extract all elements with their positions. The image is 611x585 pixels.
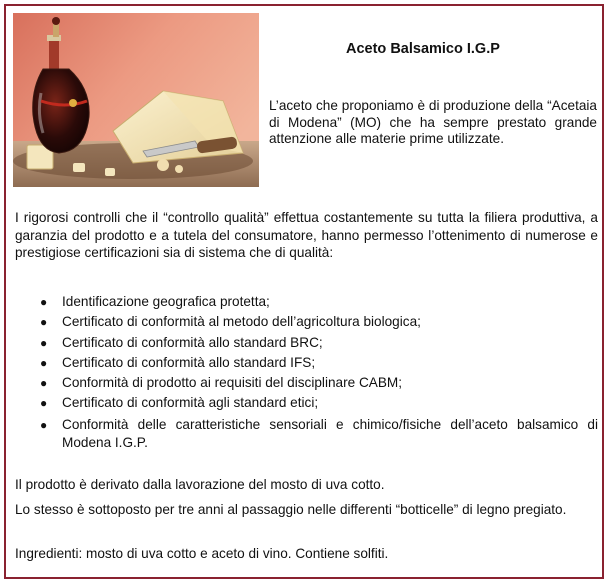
intro-paragraph: L’aceto che proponiamo è di produzione della “Acetaia di Modena” (MO) che ha sempre prestato grande attenzione alle materie prime utilizzate. [269, 98, 597, 146]
product-photo [13, 13, 259, 187]
product-sheet-frame [4, 4, 604, 579]
bullet-icon: ● [40, 295, 48, 309]
bullet-icon: ● [40, 355, 48, 370]
bullet-icon: ● [40, 417, 48, 432]
product-title: Aceto Balsamico I.G.P [346, 41, 500, 57]
list-item: ● Conformità di prodotto ai requisiti del disciplinare CABM; [15, 373, 598, 393]
list-item: ● Conformità delle caratteristiche sensoriali e chimico/fisiche dell’aceto balsamico di Modena I.G.P. [40, 416, 598, 450]
list-item: ● Certificato di conformità allo standard BRC; [15, 333, 598, 353]
bullet-icon: ● [40, 396, 48, 411]
bullet-icon: ● [40, 315, 48, 330]
list-item: ● Certificato di conformità allo standard IFS; [15, 353, 598, 373]
ingredients-paragraph: Ingredienti: mosto di uva cotto e aceto di vino. Contiene solfiti. [15, 546, 389, 561]
bullet-icon: ● [40, 376, 48, 391]
derivation-paragraph: Il prodotto è derivato dalla lavorazione del mosto di uva cotto. [15, 477, 385, 492]
certifications-list [15, 292, 598, 452]
list-item: ● Certificato di conformità agli standard etici; [15, 393, 598, 413]
quality-paragraph: I rigorosi controlli che il “controllo qualità” effettua costantemente su tutta la filiera produttiva, a garanzia del prodotto e a tutela del consumatore, hanno permesso l’ottenimento di numerose e prestigiose certificazioni sia di sistema che di qualità: [15, 210, 598, 260]
list-item: ● Identificazione geografica protetta; [15, 292, 598, 312]
bullet-icon: ● [40, 335, 48, 350]
list-item: ● Certificato di conformità al metodo dell’agricoltura biologica; [15, 312, 598, 332]
aging-paragraph: Lo stesso è sottoposto per tre anni al passaggio nelle differenti “botticelle” di legno pregiato. [15, 502, 567, 517]
balsamic-cheese-illustration [13, 13, 259, 187]
